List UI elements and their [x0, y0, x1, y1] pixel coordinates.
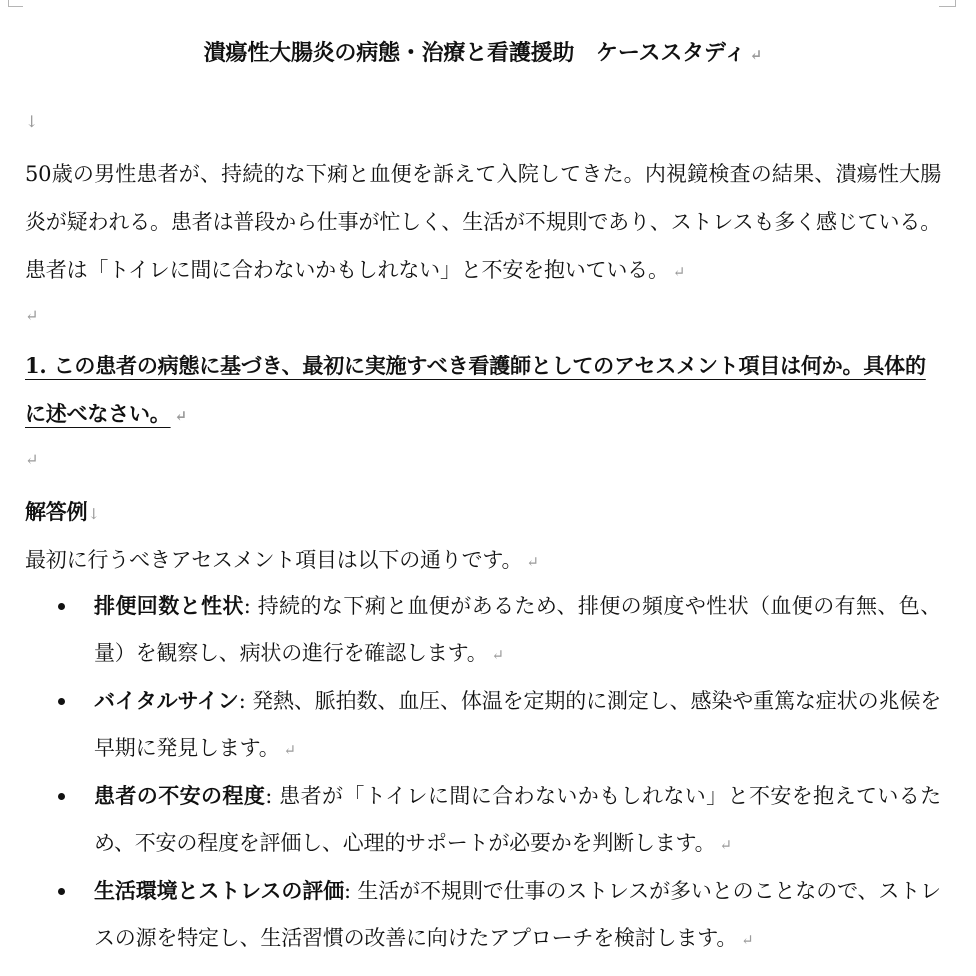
paragraph-mark: ↵: [283, 740, 297, 759]
document-title[interactable]: [25, 36, 941, 67]
question-paragraph[interactable]: [25, 342, 941, 440]
document-title-text: 潰瘍性大腸炎の病態・治療と看護援助 ケーススタディ: [203, 40, 746, 66]
answer-intro-text: 最初に行うべきアセスメント項目は以下の通りです。: [25, 548, 523, 572]
answer-intro[interactable]: [25, 544, 539, 574]
bullet-term: 患者の不安の程度: [94, 783, 266, 808]
page-corner-right: [939, 0, 956, 7]
bullet-term: バイタルサイン: [94, 688, 239, 713]
bullet-term: 生活環境とストレスの評価: [94, 878, 344, 903]
bullet-text: : 生活が不規則で仕事のストレスが多いとのことなので、ストレスの源を特定し、生活習慣の改善に向けたアプローチを検討します。: [94, 879, 941, 950]
bullet-icon: [58, 698, 65, 705]
bullet-term: 排便回数と性状: [94, 593, 244, 618]
paragraph-mark: ↵: [749, 46, 763, 64]
answer-heading[interactable]: [25, 496, 100, 526]
bullet-text: : 患者が「トイレに間に合わないかもしれない」と不安を抱えているため、不安の程度を評価し、心理的サポートが必要かを判断します。: [94, 784, 941, 855]
list-item[interactable]: [25, 773, 941, 868]
list-item[interactable]: [25, 583, 941, 678]
case-paragraph[interactable]: [25, 150, 941, 296]
paragraph-mark: ↵: [719, 835, 733, 854]
question-text: 1. この患者の病態に基づき、最初に実施すべき看護師としてのアセスメント項目は何か。具体的に述べなさい。: [25, 353, 926, 426]
line-break-mark: ↓: [25, 112, 39, 131]
line-break-mark: ↓: [87, 505, 100, 523]
paragraph-mark: ↵: [741, 930, 754, 949]
empty-paragraph-mark: ↵: [25, 450, 39, 469]
answer-heading-text: 解答例: [25, 499, 88, 524]
case-text: 50歳の男性患者が、持続的な下痢と血便を訴えて入院してきた。内視鏡検査の結果、潰瘍性大腸炎が疑われる。患者は普段から仕事が忙しく、生活が不規則であり、ストレスも多く感じている。患者は「トイレに間に合わないかもしれない」と不安を抱いている。: [25, 162, 941, 282]
paragraph-mark: ↵: [526, 553, 539, 571]
page-corner-left: [8, 0, 23, 7]
list-item[interactable]: [25, 868, 941, 963]
bullet-icon: [58, 603, 65, 610]
list-item[interactable]: [25, 678, 941, 773]
bullet-icon: [58, 793, 65, 800]
paragraph-mark: ↵: [672, 263, 686, 281]
empty-paragraph-mark: ↵: [25, 306, 39, 325]
assessment-list: [25, 583, 941, 963]
bullet-text: : 発熱、脈拍数、血圧、体温を定期的に測定し、感染や重篤な症状の兆候を早期に発見します。: [94, 689, 942, 760]
paragraph-mark: ↵: [491, 645, 505, 664]
bullet-text: : 持続的な下痢と血便があるため、排便の頻度や性状（血便の有無、色、量）を観察し、病状の進行を確認します。: [94, 594, 941, 665]
paragraph-mark: ↵: [174, 407, 188, 425]
bullet-icon: [58, 888, 65, 895]
